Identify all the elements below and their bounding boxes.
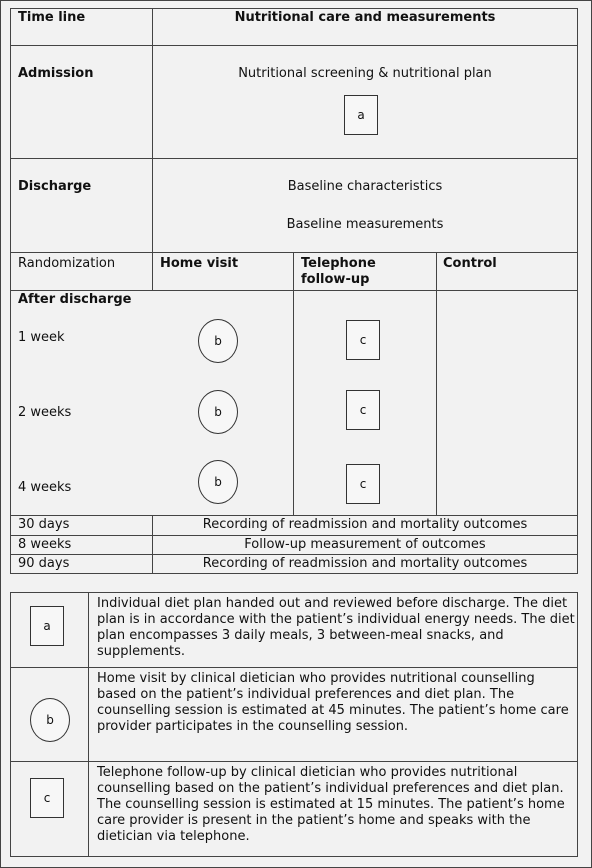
after-discharge-label: After discharge [18,292,132,307]
header-timeline: Time line [18,10,86,25]
discharge-line1: Baseline characteristics [287,179,443,194]
telephone-marker-c: c [346,320,380,360]
discharge-label: Discharge [18,179,92,194]
week-1-label: 1 week [18,330,65,345]
legend-text-c: Telephone follow-up by clinical dietician who provides nutritional counselling based on the patient’s individual preferences and diet plan. The counselling session is estimated at 15 minutes. The patient’s home care provider is present in the patient’s home and speaks with the dietician via telephone. [97,765,565,844]
legend-marker-a: a [30,606,64,646]
arm-home-visit: Home visit [160,256,239,271]
outcome-90-days-text: Recording of readmission and mortality outcomes [202,556,528,571]
header-care: Nutritional care and measurements [234,10,496,25]
arm-control: Control [443,256,497,271]
randomization-label: Randomization [18,256,116,271]
discharge-line2: Baseline measurements [286,217,444,232]
telephone-marker-c: c [346,464,380,504]
outcome-8-weeks-text: Follow-up measurement of outcomes [244,537,486,552]
legend-marker-c: c [30,778,64,818]
admission-label: Admission [18,66,94,81]
admission-text: Nutritional screening & nutritional plan [238,66,492,81]
week-4-label: 4 weeks [18,480,72,495]
legend-marker-b: b [30,698,70,742]
home-visit-marker-b: b [198,390,238,434]
outcome-30-days-label: 30 days [18,517,70,532]
outcome-8-weeks-label: 8 weeks [18,537,72,552]
outcome-30-days-text: Recording of readmission and mortality outcomes [202,517,528,532]
outcome-90-days-label: 90 days [18,556,70,571]
home-visit-marker-b: b [198,460,238,504]
arm-telephone-line2: follow-up [301,272,370,287]
legend-text-b: Home visit by clinical dietician who provides nutritional counselling based on the patient’s individual preferences and diet plan. The counselling session is estimated at 45 minutes. The patient’s home care provider participates in the counselling session. [97,671,569,734]
week-2-label: 2 weeks [18,405,72,420]
home-visit-marker-b: b [198,319,238,363]
arm-telephone-line1: Telephone [301,256,376,271]
telephone-marker-c: c [346,390,380,430]
marker-a-square: a [344,95,378,135]
legend-text-a: Individual diet plan handed out and reviewed before discharge. The diet plan is in accordance with the patient’s individual energy needs. The diet plan encompasses 3 daily meals, 3 between-meal snacks, and supplements. [97,596,575,659]
